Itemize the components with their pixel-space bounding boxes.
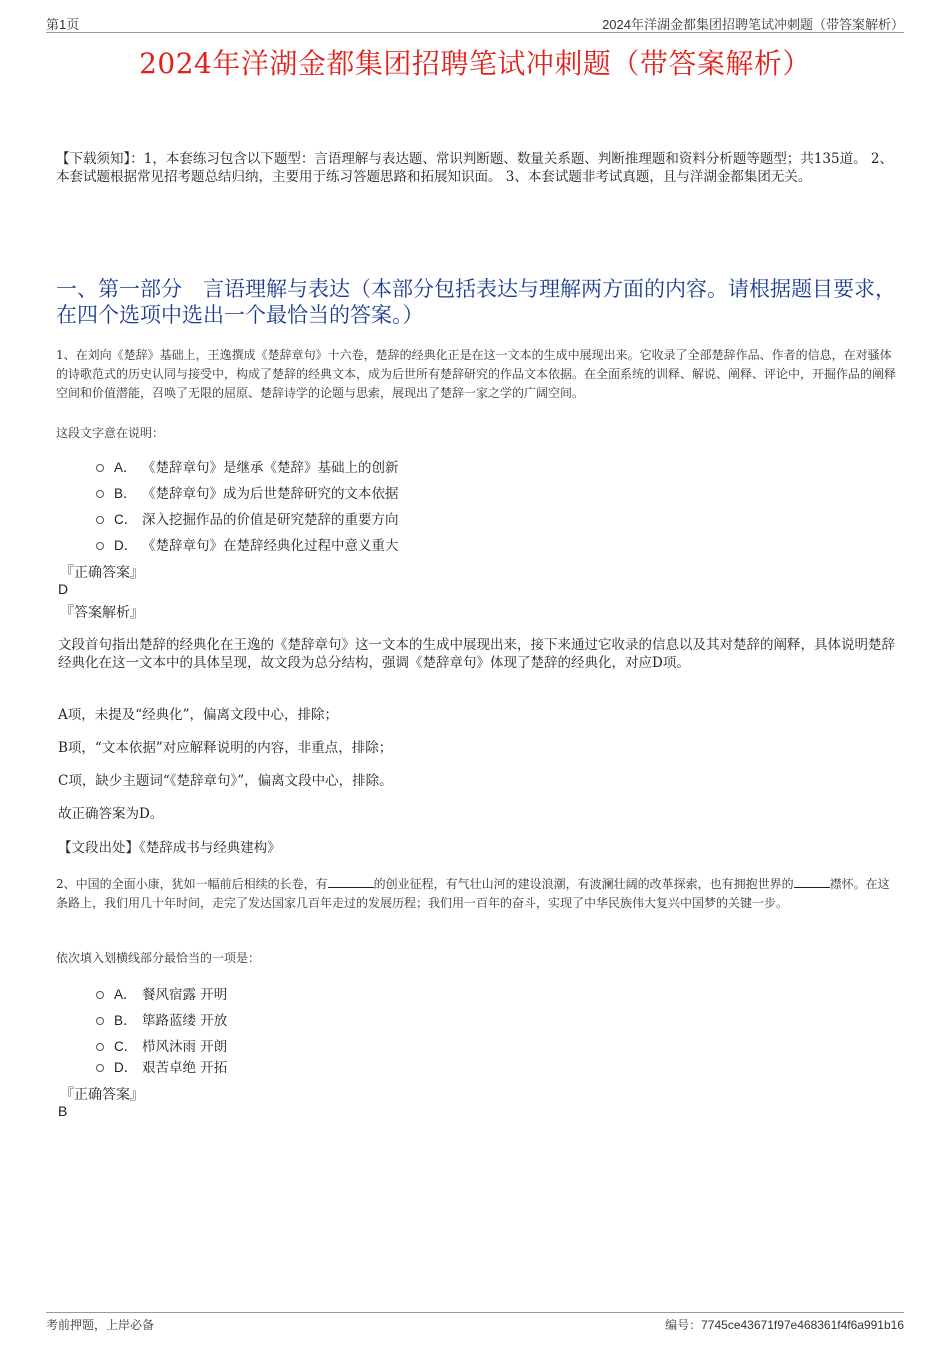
page-title: 2024年洋湖金都集团招聘笔试冲刺题（带答案解析）	[139, 47, 811, 80]
option-text: 艰苦卓绝 开拓	[142, 1060, 228, 1076]
q2-blank-2	[794, 875, 830, 888]
q1-option-a[interactable]	[96, 456, 399, 476]
q2-text-part3: 襟怀。在这条路上，我们用几十年时间，走完了发达国家几百年走过的发展历程；我们用一百年的奋斗，实现了中华民族伟大复兴中国梦的关键一步。	[56, 877, 890, 910]
option-text: 餐风宿露 开明	[142, 987, 228, 1003]
q2-option-b[interactable]	[96, 1009, 227, 1029]
q1-option-d[interactable]	[96, 534, 399, 554]
option-letter: C．	[114, 1039, 138, 1054]
footer-divider	[46, 1312, 904, 1313]
q2-option-d[interactable]	[96, 1056, 227, 1076]
q1-analysis: 文段首句指出楚辞的经典化在王逸的《楚辞章句》这一文本的生成中展现出来，接下来通过它收录的信息以及其对楚辞的阐释，具体说明楚辞经典化在这一文本中的具体呈现，故文段为总分结构，强调《楚辞章句》体现了楚辞的经典化，对应D项。	[58, 637, 895, 671]
q2-option-c[interactable]	[96, 1035, 227, 1055]
q1-option-c[interactable]	[96, 508, 399, 528]
option-text: 《楚辞章句》是继承《楚辞》基础上的创新	[142, 460, 399, 476]
q2-option-a[interactable]	[96, 983, 227, 1003]
option-letter: C．	[114, 512, 138, 527]
q1-exp-a: A项，未提及“经典化”，偏离文段中心，排除；	[58, 707, 339, 723]
q2-text-part2: 的创业征程，有气壮山河的建设浪潮，有波澜壮阔的改革探索，也有拥抱世界的	[373, 877, 794, 891]
header-divider	[46, 32, 904, 33]
q1-conclusion: 故正确答案为D。	[58, 806, 164, 822]
option-letter: A．	[114, 987, 137, 1002]
q1-source: 【文段出处】《楚辞成书与经典建构》	[58, 840, 281, 856]
section-heading: 一、第一部分 言语理解与表达（本部分包括表达与理解两方面的内容。请根据题目要求，在四个选项中选出一个最恰当的答案。）	[56, 277, 896, 327]
radio-icon[interactable]	[96, 991, 104, 999]
option-text: 《楚辞章句》成为后世楚辞研究的文本依据	[142, 486, 399, 502]
option-text: 筚路蓝缕 开放	[142, 1013, 228, 1029]
q1-answer: D	[58, 581, 69, 597]
q2-text	[56, 875, 896, 913]
option-text: 栉风沐雨 开朗	[142, 1039, 228, 1055]
q1-prompt: 这段文字意在说明：	[56, 426, 165, 440]
footer-serial: 编号：7745ce43671f97e468361f4f6a991b16	[665, 1318, 904, 1332]
header-doc-title: 2024年洋湖金都集团招聘笔试冲刺题（带答案解析）	[602, 17, 904, 32]
radio-icon[interactable]	[96, 490, 104, 498]
option-letter: D．	[114, 1060, 138, 1075]
option-letter: A．	[114, 460, 137, 475]
footer-slogan: 考前押题，上岸必备	[46, 1318, 155, 1332]
radio-icon[interactable]	[96, 1064, 104, 1072]
radio-icon[interactable]	[96, 542, 104, 550]
q1-exp-c: C项，缺少主题词“《楚辞章句》”，偏离文段中心，排除。	[58, 773, 393, 789]
page-number: 第1页	[46, 17, 80, 32]
option-letter: B．	[114, 486, 137, 501]
q1-exp-b: B项，“文本依据”对应解释说明的内容，非重点，排除；	[58, 740, 393, 756]
q2-answer: B	[58, 1103, 68, 1119]
q1-text: 1、在刘向《楚辞》基础上，王逸撰成《楚辞章句》十六卷，楚辞的经典化正是在这一文本的生成中展现出来。它收录了全部楚辞作品、作者的信息，在对骚体的诗歌范式的历史认同与接受中，构成了楚辞的经典文本，成为后世所有楚辞研究的作品文本依据。在全面系统的训释、解说、阐释、评论中，开掘作品的阐释空间和价值潜能，召唤了无限的屈原、楚辞诗学的论题与思索，展现出了楚辞一家之学的广阔空间。	[56, 348, 897, 400]
q2-answer-label: 『正确答案』	[60, 1087, 144, 1103]
radio-icon[interactable]	[96, 1017, 104, 1025]
radio-icon[interactable]	[96, 516, 104, 524]
option-text: 《楚辞章句》在楚辞经典化过程中意义重大	[142, 538, 399, 554]
q2-prompt: 依次填入划横线部分最恰当的一项是：	[56, 951, 261, 965]
q2-blank-1	[328, 875, 374, 888]
q1-answer-label: 『正确答案』	[60, 565, 144, 581]
q1-analysis-label: 『答案解析』	[60, 605, 144, 621]
option-text: 深入挖掘作品的价值是研究楚辞的重要方向	[142, 512, 399, 528]
download-notice: 【下载须知】：1，本套练习包含以下题型：言语理解与表达题、常识判断题、数量关系题、判断推理题和资料分析题等题型；共135道。 2、本套试题根据常见招考题总结归纳，主要用于练习答题思路和拓展知识面。 3、本套试题非考试真题，且与洋湖金都集团无关。	[56, 151, 893, 185]
q1-option-b[interactable]	[96, 482, 399, 502]
option-letter: B．	[114, 1013, 137, 1028]
option-letter: D．	[114, 538, 138, 553]
radio-icon[interactable]	[96, 1043, 104, 1051]
radio-icon[interactable]	[96, 464, 104, 472]
q2-text-part1: 2、中国的全面小康，犹如一幅前后相续的长卷，有	[56, 877, 328, 891]
